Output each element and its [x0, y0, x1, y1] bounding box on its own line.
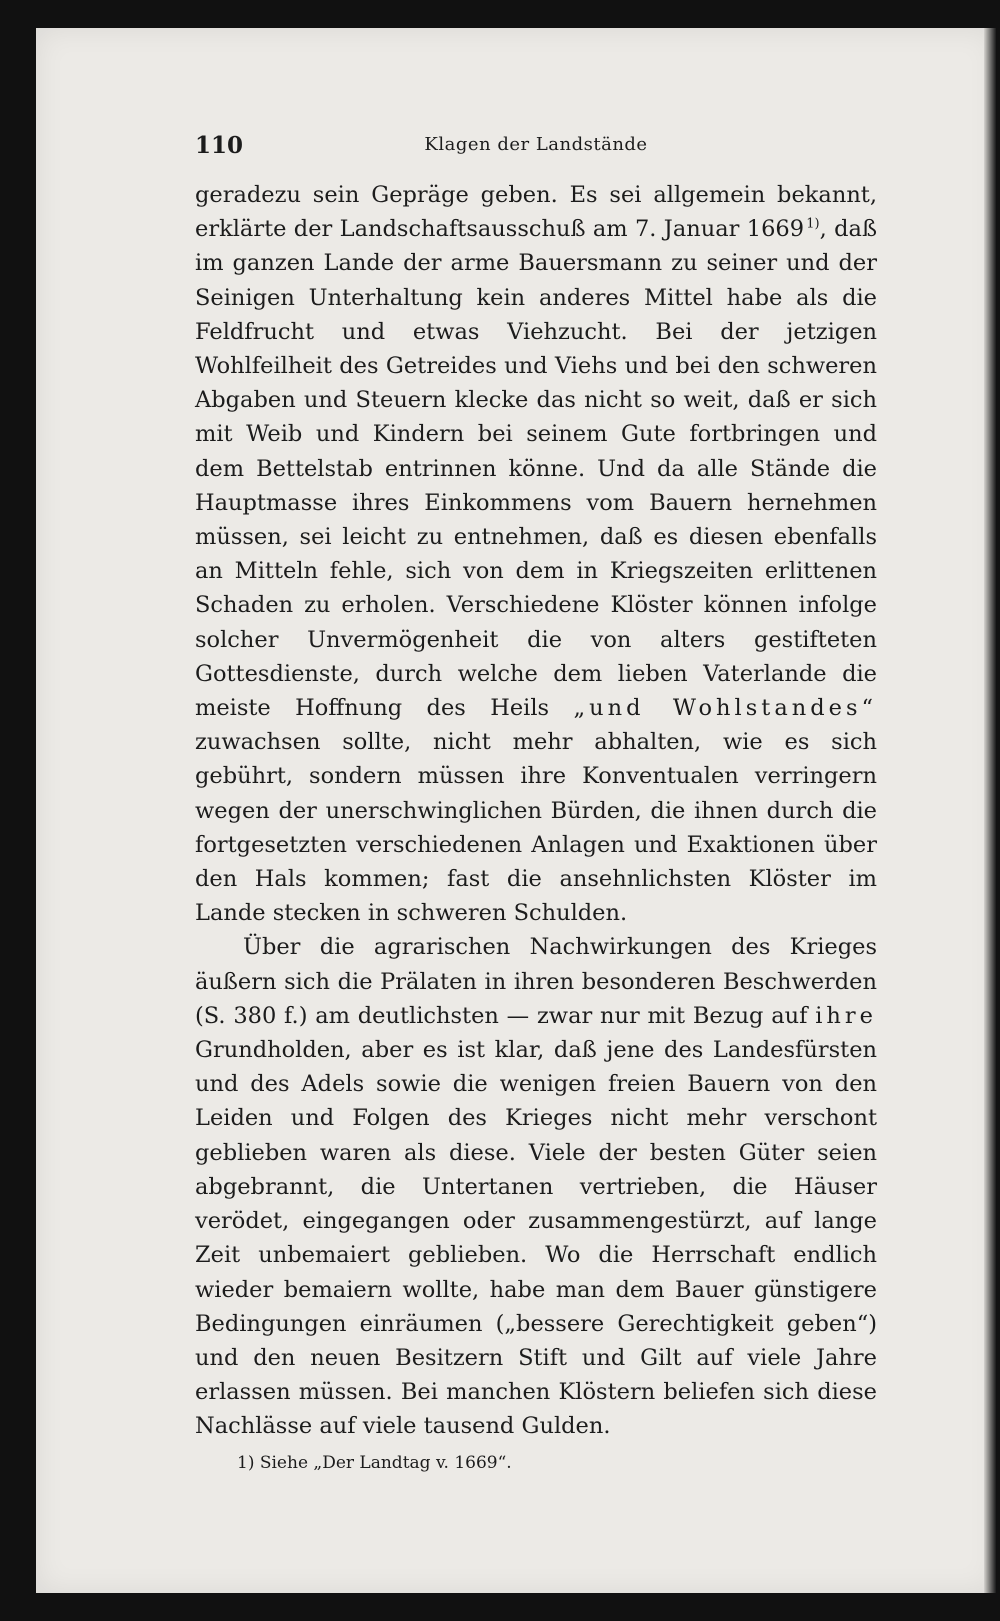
page-number: 110	[195, 132, 244, 159]
footnote: 1) Siehe „Der Landtag v. 1669“.	[237, 1452, 512, 1473]
paragraph-1	[195, 178, 877, 930]
running-head	[195, 124, 877, 164]
emphasis-wohlstandes: „und Wohlstandes“	[573, 695, 877, 722]
body-text	[195, 178, 877, 1444]
paragraph-1-part-2: , daß im ganzen Lande der arme Bauersmann zu seiner und der Seinigen Unterhaltung kein anderes Mittel habe als die Feldfrucht und etwas Viehzucht. Bei der jetzigen Wohlfeilheit des Getreides und Viehs und bei den schweren Abgaben und Steuern klecke das nicht so weit, daß er sich mit Weib und Kindern bei seinem Gute fortbringen und dem Bettelstab entrinnen könne. Und da alle Stände die Hauptmasse ihres Einkommens vom Bauern hernehmen müssen, sei leicht zu entnehmen, daß es diesen ebenfalls an Mitteln fehle, sich von dem in Kriegszeiten erlittenen Schaden zu erholen. Verschiedene Klöster können infolge solcher Unvermögenheit die von alters gestifteten Gottesdienste, durch welche dem lieben Vaterlande die meiste Hoffnung des Heils	[195, 216, 877, 722]
emphasis-ihre: ihre	[815, 1002, 877, 1029]
paragraph-2-part-1: Über die agrarischen Nachwirkungen des Krieges äußern sich die Prälaten in ihren besonderen Beschwerden (S. 380 f.) am deutlichsten — zwar nur mit Bezug auf	[195, 934, 877, 1029]
text-block	[195, 124, 877, 1476]
paragraph-1-part-1: geradezu sein Gepräge geben. Es sei allgemein bekannt, erklärte der Landschaftsausschuß am 7. Januar 1669	[195, 182, 877, 243]
paragraph-2	[195, 930, 877, 1443]
page-edge-shadow	[984, 28, 996, 1593]
running-head-title: Klagen der Landstände	[424, 134, 648, 155]
paragraph-2-part-2: Grundholden, aber es ist klar, daß jene des Landesfürsten und des Adels sowie die wenigen freien Bauern von den Leiden und Folgen des Krieges nicht mehr verschont geblieben waren als diese. Viele der besten Güter seien abgebrannt, die Untertanen vertrieben, die Häuser verödet, eingegangen oder zusammengestürzt, auf lange Zeit unbemaiert geblieben. Wo die Herrschaft endlich wieder bemaiern wollte, habe man dem Bauer günstigere Bedingungen einräumen („bessere Gerechtigkeit geben“) und den neuen Besitzern Stift und Gilt auf viele Jahre erlassen müssen. Bei manchen Klöstern beliefen sich diese Nachlässe auf viele tausend Gulden.	[195, 1037, 877, 1440]
book-page	[36, 28, 996, 1593]
paragraph-1-part-3: zuwachsen sollte, nicht mehr abhalten, wie es sich gebührt, sondern müssen ihre Konventualen verringern wegen der unerschwinglichen Bürden, die ihnen durch die fortgesetzten verschiedenen Anlagen und Exaktionen über den Hals kommen; fast die ansehnlichsten Klöster im Lande stecken in schweren Schulden.	[195, 729, 877, 927]
footnote-reference: 1)	[806, 216, 820, 232]
